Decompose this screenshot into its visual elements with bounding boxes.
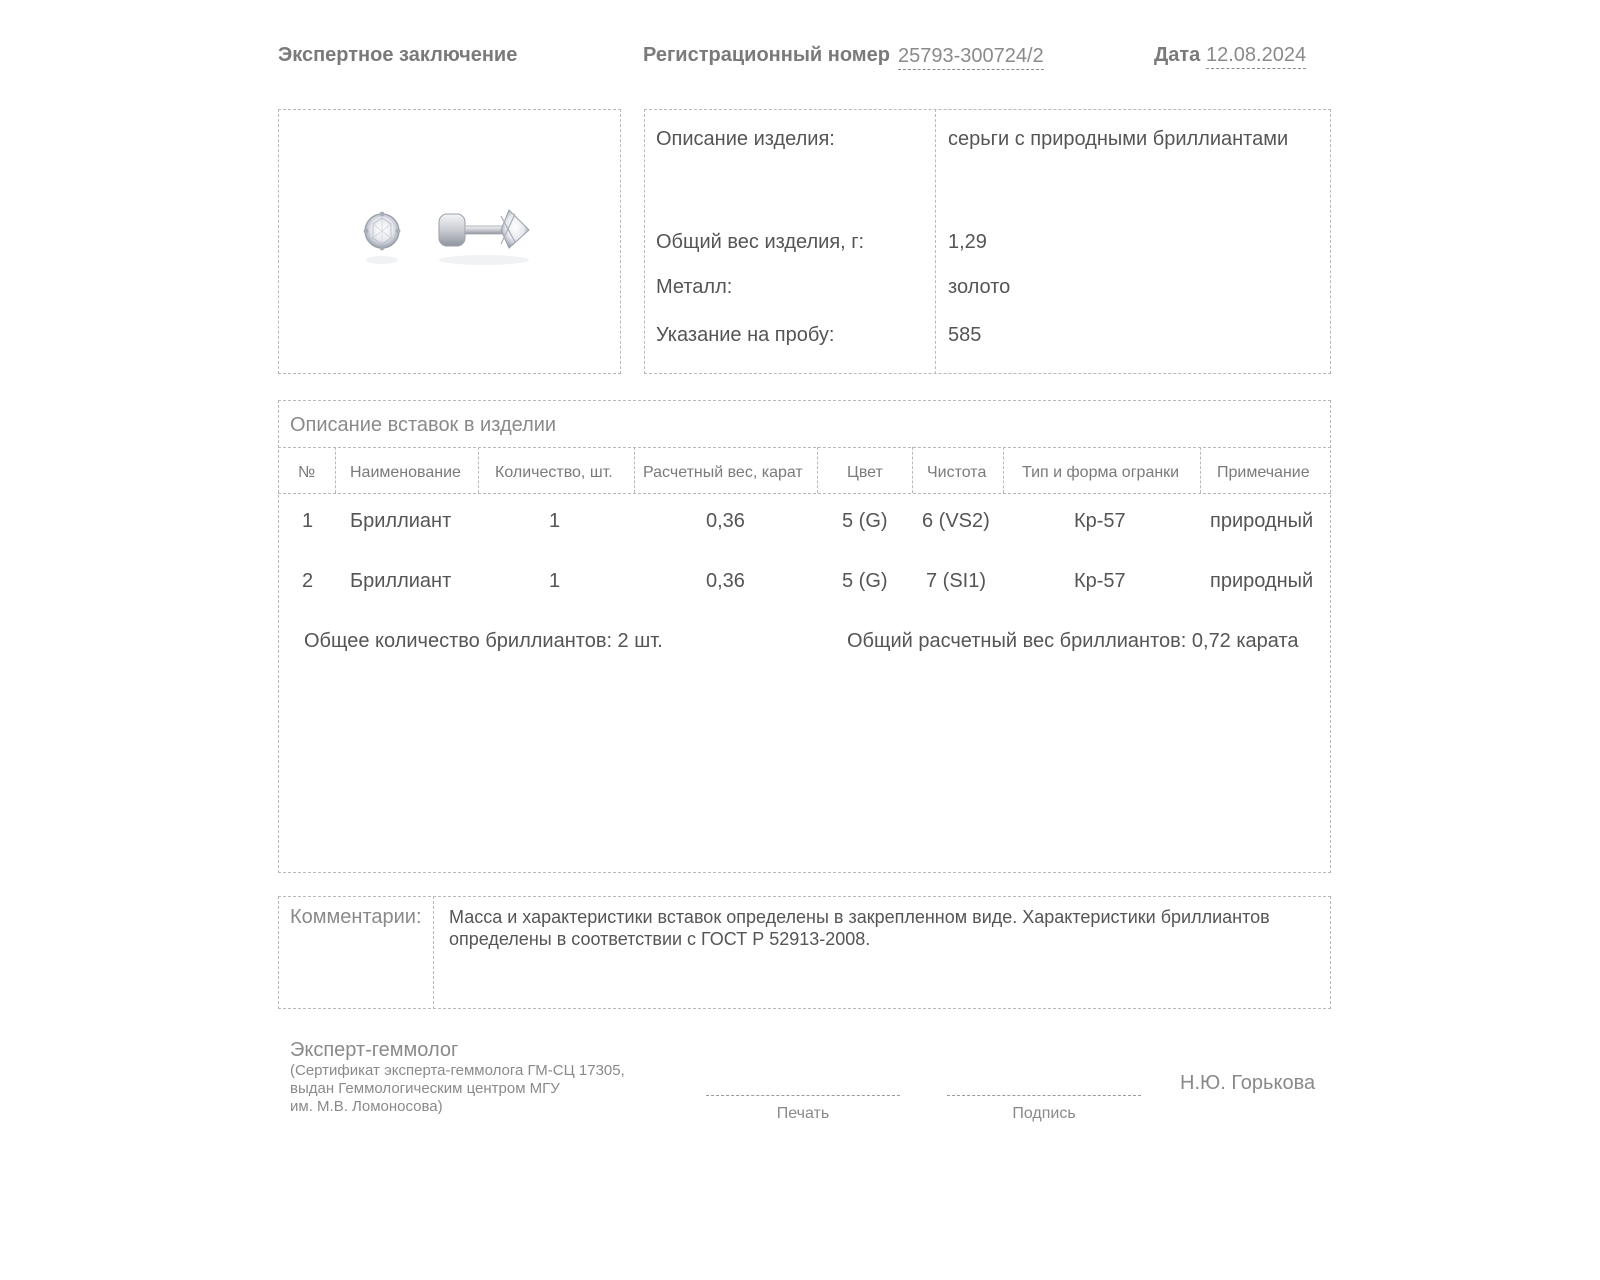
column-divider [1200,447,1201,493]
inserts-title: Описание вставок в изделии [290,414,557,436]
comments-text: Масса и характеристики вставок определены в закрепленном виде. Характеристики бриллиантов определены в соответствии с ГОСТ Р 52913-2008. [449,907,1270,949]
earring-side-view [439,210,529,265]
total-weight-label: Общий вес изделия, г: [656,231,865,253]
registration-number-label: Регистрационный номер [643,44,890,66]
total-carat-weight: Общий расчетный вес бриллиантов: 0,72 карата [847,630,1299,652]
header-bottom-divider [278,493,1331,494]
column-divider [634,447,635,493]
row-1-cut: Кр-57 [1074,510,1126,532]
row-2-quantity: 1 [549,570,561,592]
earrings-photo [279,110,622,375]
signature-label: Подпись [1012,1105,1076,1122]
column-divider [1003,447,1004,493]
column-header-note: Примечание [1217,464,1310,481]
total-count: Общее количество бриллиантов: 2 шт. [304,630,663,652]
document-title: Экспертное заключение [278,44,518,66]
row-1-color: 5 (G) [842,510,888,532]
column-header-number: № [298,464,316,481]
column-header-color: Цвет [847,464,883,481]
assay-value: 585 [948,324,982,346]
column-divider [817,447,818,493]
column-divider [478,447,479,493]
row-1-quantity: 1 [549,510,561,532]
date-label: Дата [1154,44,1201,66]
expert-title: Эксперт-геммолог [290,1039,459,1061]
column-header-weight: Расчетный вес, карат [643,464,803,481]
row-2-number: 2 [302,570,314,592]
signature-line [947,1095,1141,1096]
header-top-divider [278,447,1331,448]
description-value: серьги с природными бриллиантами [948,128,1289,150]
total-weight-value: 1,29 [948,231,987,253]
row-2-name: Бриллиант [350,570,452,592]
date-value: 12.08.2024 [1206,44,1306,69]
comments-divider [433,896,434,1009]
stamp-line [706,1095,900,1096]
expert-name: Н.Ю. Горькова [1180,1072,1316,1094]
stamp-label: Печать [776,1105,830,1122]
description-label: Описание изделия: [656,128,835,150]
row-1-clarity: 6 (VS2) [922,510,990,532]
description-column-divider [935,109,936,374]
assay-label: Указание на пробу: [656,324,835,346]
row-2-cut: Кр-57 [1074,570,1126,592]
row-1-note: природный [1210,510,1314,532]
metal-value: золото [948,276,1011,298]
row-2-color: 5 (G) [842,570,888,592]
registration-number-value: 25793-300724/2 [898,45,1044,70]
earring-front-view [364,212,401,264]
row-1-weight: 0,36 [706,510,745,532]
column-header-cut: Тип и форма огранки [1022,464,1180,481]
product-photo-frame [278,109,621,374]
column-divider [335,447,336,493]
row-1-number: 1 [302,510,314,532]
row-1-name: Бриллиант [350,510,452,532]
row-2-clarity: 7 (SI1) [926,570,987,592]
expert-certificate: (Сертификат эксперта-геммолога ГМ-СЦ 17305, выдан Геммологическим центром МГУ им. М.В. Ломоносова) [290,1062,625,1115]
column-header-quantity: Количество, шт. [495,464,613,481]
column-divider [912,447,913,493]
column-header-name: Наименование [350,464,461,481]
column-header-clarity: Чистота [927,464,987,481]
row-2-weight: 0,36 [706,570,745,592]
comments-label: Комментарии: [290,906,422,928]
row-2-note: природный [1210,570,1314,592]
metal-label: Металл: [656,276,733,298]
